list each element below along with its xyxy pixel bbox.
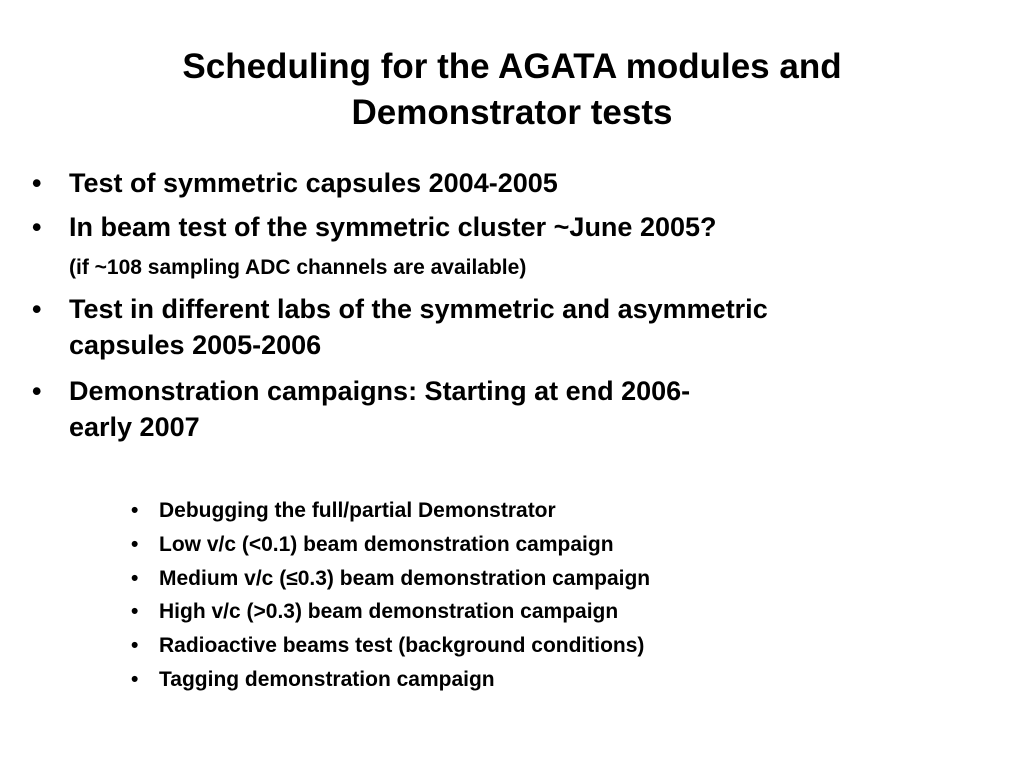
sub-bullet-text: Debugging the full/partial Demonstrator: [159, 499, 556, 522]
bullet-text-line-2: early 2007: [69, 412, 200, 442]
bullet-icon: •: [32, 376, 42, 406]
sub-bullet-icon: •: [131, 533, 139, 556]
sub-bullet-text: Tagging demonstration campaign: [159, 668, 495, 691]
bullet-text-line-2: capsules 2005-2006: [69, 330, 322, 360]
sub-bullet-icon: •: [131, 634, 139, 657]
bullet-icon: •: [32, 168, 42, 198]
slide-title-line-1: Scheduling for the AGATA modules and: [182, 47, 842, 86]
bullet-note: (if ~108 sampling ADC channels are available): [69, 256, 527, 279]
sub-bullet-icon: •: [131, 600, 139, 623]
sub-bullet-icon: •: [131, 499, 139, 522]
sub-bullet-text: Low v/c (<0.1) beam demonstration campaign: [159, 533, 614, 556]
sub-bullet-text: Medium v/c (≤0.3) beam demonstration campaign: [159, 567, 651, 590]
bullet-icon: •: [32, 294, 42, 324]
slide-title: [60, 44, 964, 136]
bullet-text: Test of symmetric capsules 2004-2005: [69, 168, 558, 198]
bullet-text-line-1: Demonstration campaigns: Starting at end 2006-: [69, 376, 691, 406]
bullet-icon: •: [32, 212, 42, 242]
bullet-text-line-1: Test in different labs of the symmetric and asymmetric: [69, 294, 768, 324]
sub-bullet-icon: •: [131, 668, 139, 691]
sub-bullet-text: Radioactive beams test (background conditions): [159, 634, 645, 657]
sub-bullet-text: High v/c (>0.3) beam demonstration campaign: [159, 600, 619, 623]
slide-title-line-2: Demonstrator tests: [351, 93, 673, 132]
sub-bullet-icon: •: [131, 567, 139, 590]
bullet-text: In beam test of the symmetric cluster ~June 2005?: [69, 212, 717, 242]
